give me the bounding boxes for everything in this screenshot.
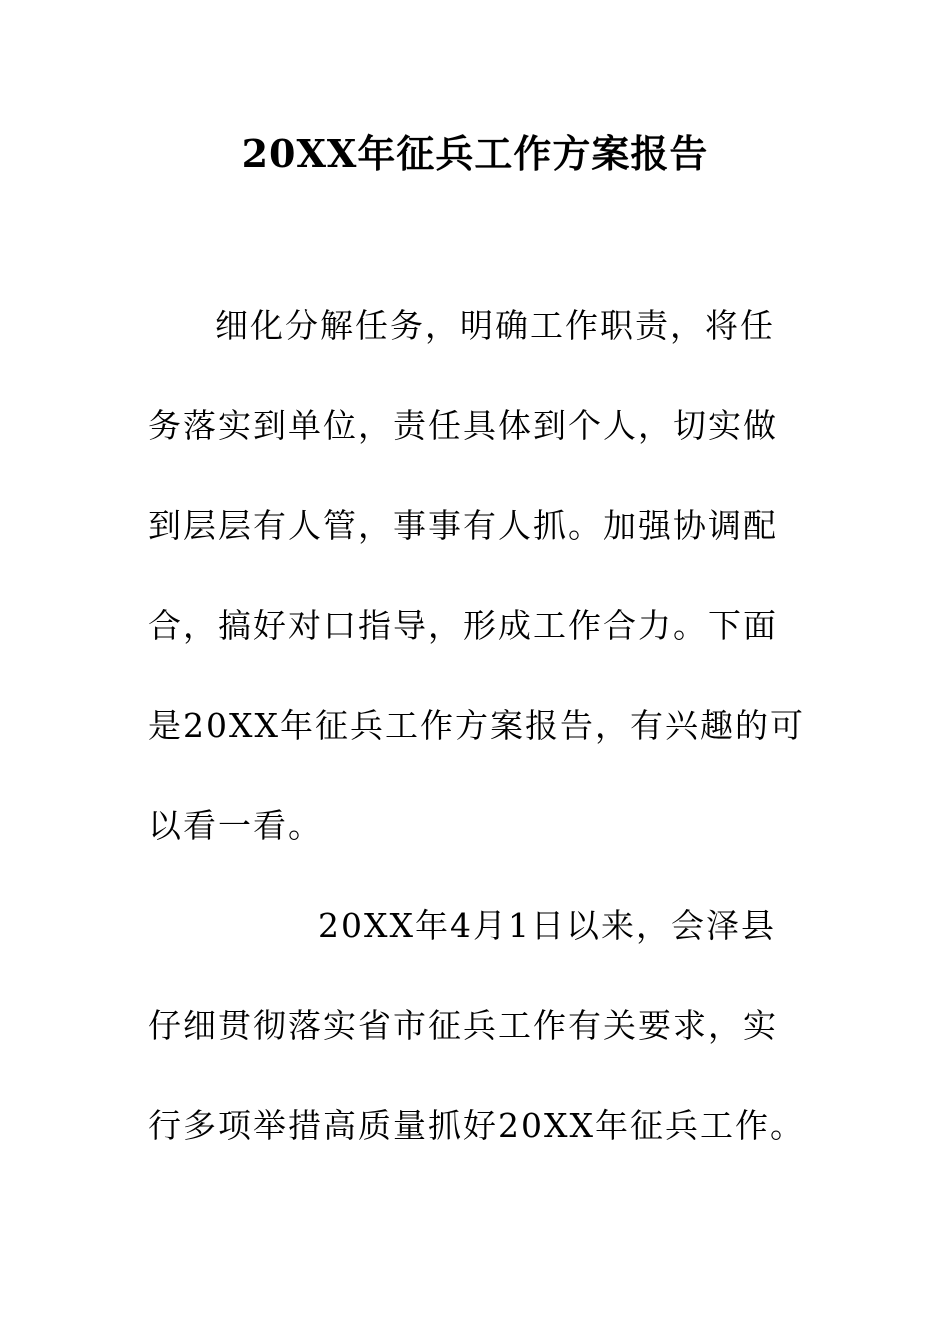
paragraph-2-line-1: 20XX年4月1日以来，会泽县 bbox=[318, 906, 776, 945]
paragraph-1-line-5: 是20XX年征兵工作方案报告，有兴趣的可 bbox=[148, 706, 805, 745]
paragraph-1-line-3: 到层层有人管，事事有人抓。加强协调配 bbox=[148, 506, 778, 545]
paragraph-1-line-2: 务落实到单位，责任具体到个人，切实做 bbox=[148, 406, 778, 445]
paragraph-2-line-2: 仔细贯彻落实省市征兵工作有关要求，实 bbox=[148, 1006, 778, 1045]
paragraph-2-line-3: 行多项举措高质量抓好20XX年征兵工作。 bbox=[148, 1106, 805, 1145]
paragraph-1-line-4: 合，搞好对口指导，形成工作合力。下面 bbox=[148, 606, 778, 645]
paragraph-1-line-6: 以看一看。 bbox=[148, 806, 323, 845]
paragraph-1-line-1: 细化分解任务，明确工作职责，将任 bbox=[215, 306, 775, 345]
document-title: 20XX年征兵工作方案报告 bbox=[241, 131, 709, 176]
